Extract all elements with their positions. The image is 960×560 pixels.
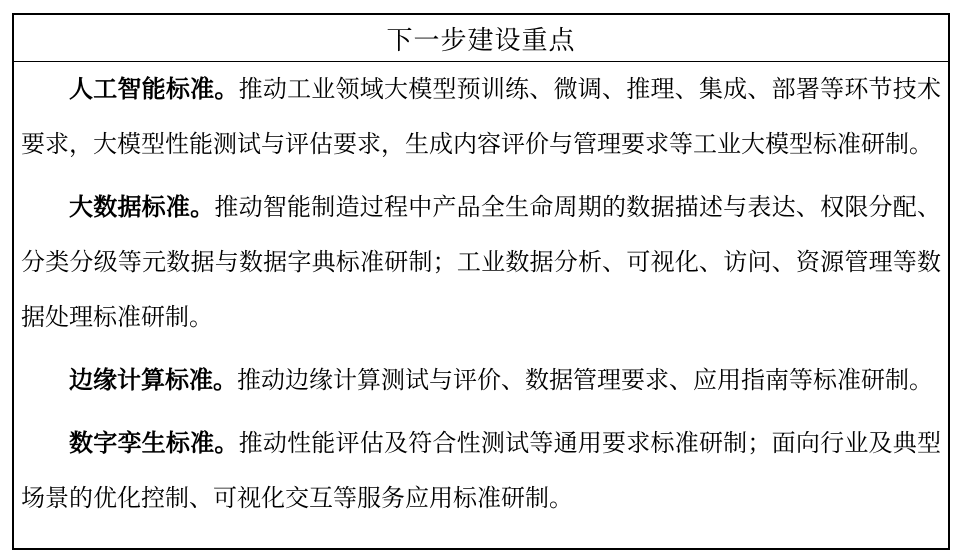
- paragraph-edge-computing-standards: [21, 353, 941, 408]
- paragraph-text: 推动工业领域大模型预训练、微调、推理、集成、部署等环节技术要求，大模型性能测试与评估要求，生成内容评价与管理要求等工业大模型标准研制。: [21, 76, 942, 158]
- paragraph-lead: 数字孪生标准。: [69, 430, 239, 457]
- paragraph-digital-twin-standards: [21, 416, 941, 526]
- paragraph-text: 推动智能制造过程中产品全生命周期的数据描述与表达、权限分配、分类分级等元数据与数据字典标准研制；工业数据分析、可视化、访问、资源管理等数据处理标准研制。: [21, 194, 942, 331]
- paragraph-text: 推动边缘计算测试与评价、数据管理要求、应用指南等标准研制。: [237, 367, 933, 394]
- paragraph-lead: 大数据标准。: [69, 194, 215, 221]
- paragraph-ai-standards: [21, 62, 941, 172]
- document-box: [12, 13, 950, 550]
- paragraph-text: 推动性能评估及符合性测试等通用要求标准研制；面向行业及典型场景的优化控制、可视化交互等服务应用标准研制。: [21, 430, 942, 512]
- document-body: [14, 62, 948, 526]
- paragraph-lead: 人工智能标准。: [69, 76, 239, 103]
- paragraph-bigdata-standards: [21, 180, 941, 345]
- page-title: 下一步建设重点: [14, 15, 948, 62]
- paragraph-lead: 边缘计算标准。: [69, 367, 237, 394]
